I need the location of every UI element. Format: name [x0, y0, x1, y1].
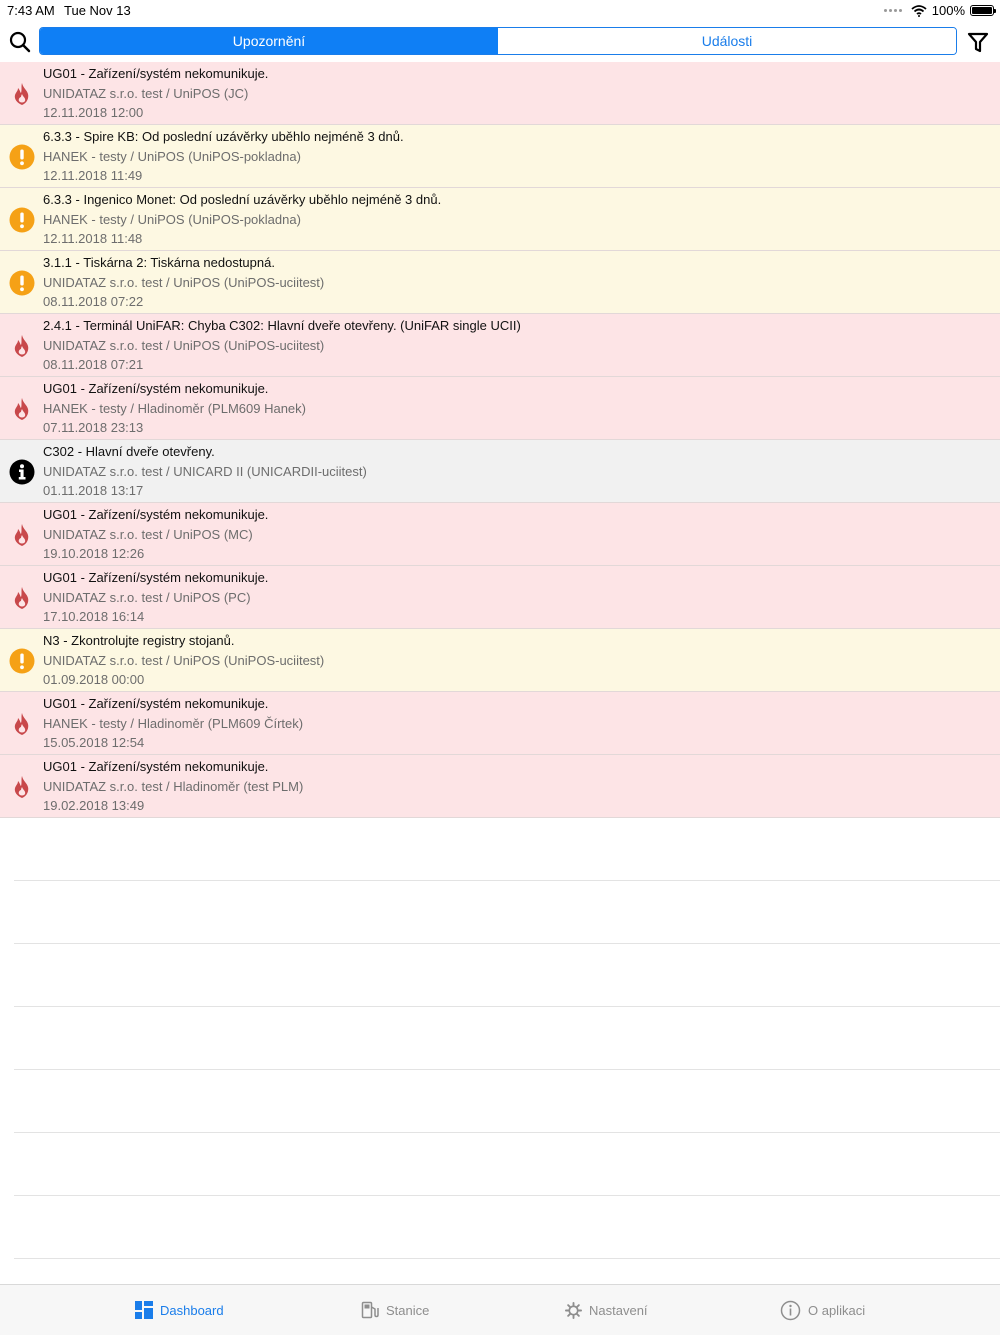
- empty-row-separator: [14, 1195, 1000, 1196]
- alert-title: UG01 - Zařízení/systém nekomunikuje.: [43, 696, 269, 711]
- alert-date: 17.10.2018 16:14: [43, 609, 145, 624]
- fuel-station-icon: [361, 1301, 379, 1319]
- info-icon: [9, 459, 35, 485]
- status-bar: [0, 0, 1000, 22]
- tabbar-label-stanice: Stanice: [386, 1302, 430, 1318]
- empty-row-separator: [14, 1132, 1000, 1133]
- alert-title: 6.3.3 - Ingenico Monet: Od poslední uzávěrky uběhlo nejméně 3 dnů.: [43, 192, 442, 207]
- signal-icon: [884, 9, 902, 12]
- alert-date: 12.11.2018 11:49: [43, 168, 143, 183]
- empty-row-separator: [14, 1069, 1000, 1070]
- alert-row[interactable]: [0, 440, 1000, 503]
- tabbar-label-dashboard: Dashboard: [160, 1302, 224, 1318]
- alert-list: [0, 62, 1000, 818]
- alert-source: HANEK - testy / Hladinoměr (PLM609 Hanek): [43, 401, 306, 416]
- toolbar: [0, 22, 1000, 62]
- status-date: Tue Nov 13: [64, 3, 131, 18]
- alert-title: 6.3.3 - Spire KB: Od poslední uzávěrky uběhlo nejméně 3 dnů.: [43, 129, 404, 144]
- alert-title: UG01 - Zařízení/systém nekomunikuje.: [43, 66, 269, 81]
- warning-icon: [9, 270, 35, 296]
- flame-icon: [9, 333, 35, 359]
- alert-title: UG01 - Zařízení/systém nekomunikuje.: [43, 570, 269, 585]
- alert-source: UNIDATAZ s.r.o. test / UniPOS (UniPOS-uciitest): [43, 653, 325, 668]
- alert-date: 12.11.2018 11:48: [43, 231, 143, 246]
- alert-date: 19.10.2018 12:26: [43, 546, 145, 561]
- empty-row-separator: [14, 1258, 1000, 1259]
- alert-source: UNIDATAZ s.r.o. test / UNICARD II (UNICARDII-uciitest): [43, 464, 367, 479]
- flame-icon: [9, 774, 35, 800]
- alert-row[interactable]: [0, 62, 1000, 125]
- tabbar-item-o-aplikaci[interactable]: [780, 1285, 865, 1335]
- alert-source: HANEK - testy / UniPOS (UniPOS-pokladna): [43, 149, 301, 164]
- flame-icon: [9, 711, 35, 737]
- alert-date: 08.11.2018 07:21: [43, 357, 144, 372]
- battery-icon: [970, 5, 994, 16]
- flame-icon: [9, 522, 35, 548]
- alert-row[interactable]: [0, 314, 1000, 377]
- alert-title: UG01 - Zařízení/systém nekomunikuje.: [43, 507, 269, 522]
- alert-date: 19.02.2018 13:49: [43, 798, 145, 813]
- warning-icon: [9, 207, 35, 233]
- warning-icon: [9, 144, 35, 170]
- alert-date: 01.09.2018 00:00: [43, 672, 145, 687]
- empty-row-separator: [14, 880, 1000, 881]
- alert-source: HANEK - testy / Hladinoměr (PLM609 Čírtek): [43, 716, 304, 731]
- alert-title: UG01 - Zařízení/systém nekomunikuje.: [43, 759, 269, 774]
- tab-bar: [0, 1284, 1000, 1335]
- alert-row[interactable]: [0, 125, 1000, 188]
- alert-source: UNIDATAZ s.r.o. test / UniPOS (MC): [43, 527, 253, 542]
- alert-row[interactable]: [0, 692, 1000, 755]
- alert-row[interactable]: [0, 503, 1000, 566]
- dashboard-icon: [135, 1301, 153, 1319]
- warning-icon: [9, 648, 35, 674]
- segmented-control: [39, 27, 957, 55]
- alert-row[interactable]: [0, 188, 1000, 251]
- flame-icon: [9, 81, 35, 107]
- filter-button[interactable]: [964, 28, 992, 56]
- empty-row-separator: [14, 943, 1000, 944]
- empty-row-separator: [14, 1006, 1000, 1007]
- alert-row[interactable]: [0, 377, 1000, 440]
- status-time: 7:43 AM: [7, 3, 55, 18]
- alert-date: 07.11.2018 23:13: [43, 420, 144, 435]
- alert-date: 15.05.2018 12:54: [43, 735, 145, 750]
- alert-title: N3 - Zkontrolujte registry stojanů.: [43, 633, 235, 648]
- alert-source: UNIDATAZ s.r.o. test / UniPOS (PC): [43, 590, 251, 605]
- wifi-icon: [911, 5, 927, 17]
- tabbar-item-dashboard[interactable]: [135, 1285, 224, 1335]
- alert-source: UNIDATAZ s.r.o. test / UniPOS (UniPOS-uciitest): [43, 275, 325, 290]
- alert-date: 01.11.2018 13:17: [43, 483, 144, 498]
- filter-icon: [964, 28, 992, 56]
- alert-row[interactable]: [0, 251, 1000, 314]
- alert-source: UNIDATAZ s.r.o. test / UniPOS (JC): [43, 86, 249, 101]
- alert-title: 2.4.1 - Terminál UniFAR: Chyba C302: Hlavní dveře otevřeny. (UniFAR single UCII): [43, 318, 521, 333]
- alert-title: 3.1.1 - Tiskárna 2: Tiskárna nedostupná.: [43, 255, 275, 270]
- alert-date: 12.11.2018 12:00: [43, 105, 144, 120]
- tab-udalosti[interactable]: Události: [498, 28, 956, 54]
- tab-upozorneni[interactable]: Upozornění: [40, 28, 498, 54]
- flame-icon: [9, 585, 35, 611]
- info-circle-icon: [780, 1300, 801, 1321]
- status-indicators: [884, 3, 994, 18]
- alert-source: HANEK - testy / UniPOS (UniPOS-pokladna): [43, 212, 301, 227]
- alert-source: UNIDATAZ s.r.o. test / UniPOS (UniPOS-uciitest): [43, 338, 325, 353]
- tabbar-item-stanice[interactable]: [361, 1285, 429, 1335]
- battery-percent: 100%: [931, 3, 965, 18]
- alert-row[interactable]: [0, 566, 1000, 629]
- alert-source: UNIDATAZ s.r.o. test / Hladinoměr (test PLM): [43, 779, 304, 794]
- search-icon: [6, 28, 34, 56]
- tabbar-item-nastaveni[interactable]: [565, 1285, 648, 1335]
- alert-row[interactable]: [0, 755, 1000, 818]
- alert-date: 08.11.2018 07:22: [43, 294, 144, 309]
- search-button[interactable]: [6, 28, 34, 56]
- tabbar-label-o-aplikaci: O aplikaci: [808, 1302, 866, 1318]
- flame-icon: [9, 396, 35, 422]
- gear-icon: [565, 1302, 582, 1319]
- alert-title: C302 - Hlavní dveře otevřeny.: [43, 444, 215, 459]
- tabbar-label-nastaveni: Nastavení: [589, 1302, 648, 1318]
- alert-row[interactable]: [0, 629, 1000, 692]
- alert-title: UG01 - Zařízení/systém nekomunikuje.: [43, 381, 269, 396]
